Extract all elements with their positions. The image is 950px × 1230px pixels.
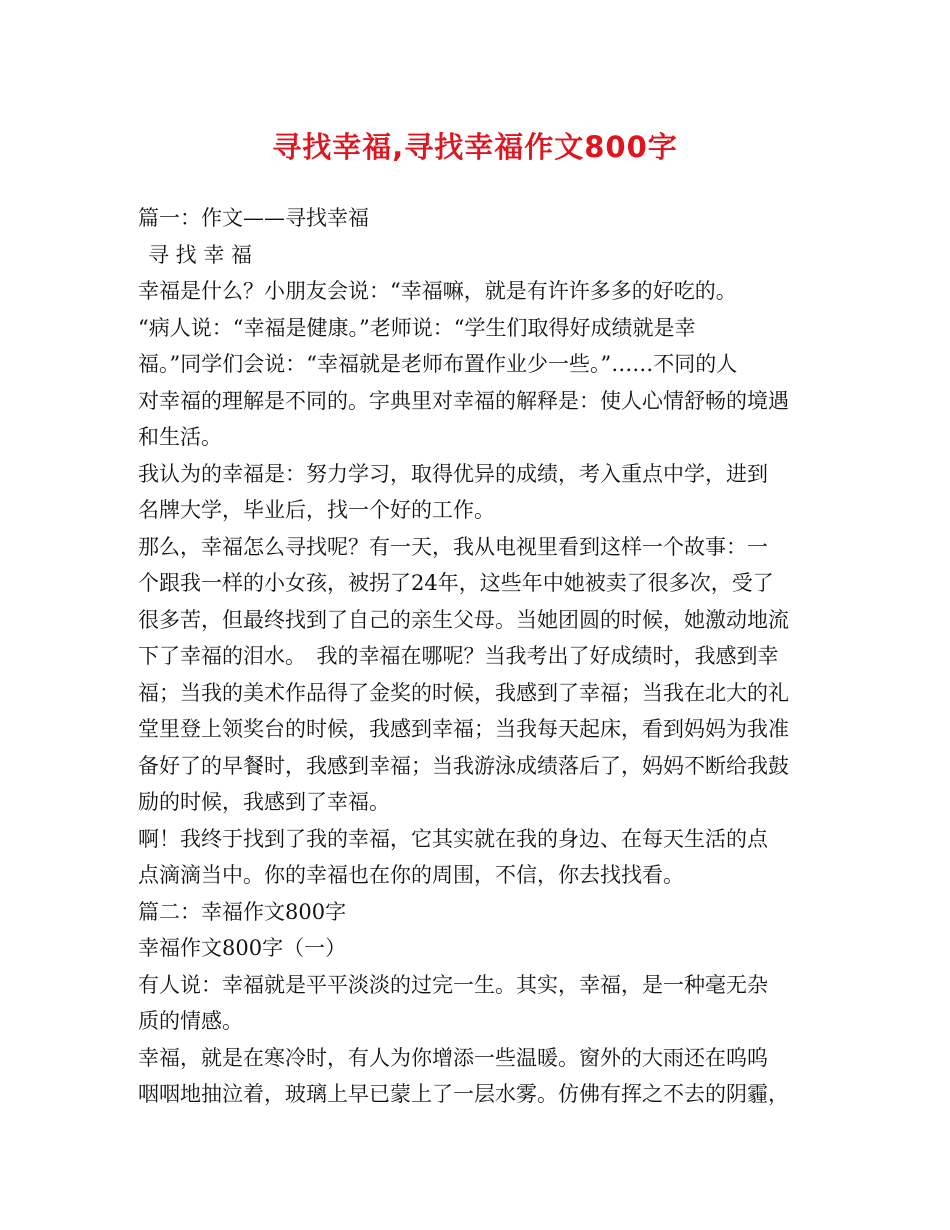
paragraph-line: 幸福是什么？小朋友会说：“幸福嘛，就是有许许多多的好吃的。 (138, 279, 737, 303)
paragraph-line: 很多苦，但最终找到了自己的亲生父母。当她团圆的时候，她激动地流 (138, 607, 789, 632)
paragraph-line: 名牌大学，毕业后，找一个好的工作。 (138, 498, 495, 522)
paragraph-line: 那么，幸福怎么寻找呢？有一天，我从电视里看到这样一个故事：一 (138, 534, 768, 559)
paragraph-line: 福。”同学们会说：“幸福就是老师布置作业少一些。”……不同的人 (138, 352, 738, 376)
paragraph-line: 励的时候，我感到了幸福。 (138, 790, 390, 814)
paragraph-line: 点滴滴当中。你的幸福也在你的周围，不信，你去找找看。 (138, 863, 684, 887)
document-title: 寻找幸福,寻找幸福作文800字 (272, 130, 678, 164)
essay-subtitle: 寻 找 幸 福 (148, 242, 253, 267)
essay-subtitle: 幸福作文800字（一） (138, 936, 347, 960)
paragraph-line: 对幸福的理解是不同的。字典里对幸福的解释是：使人心情舒畅的境遇 (138, 388, 789, 413)
paragraph-line: 和生活。 (138, 425, 222, 449)
paragraph-line: 质的情感。 (138, 1009, 243, 1033)
paragraph-line: 个跟我一样的小女孩，被拐了24年，这些年中她被卖了很多次，受了 (138, 571, 774, 595)
paragraph-line: 咽咽地抽泣着，玻璃上早已蒙上了一层水雾。仿佛有挥之不去的阴霾， (138, 1082, 789, 1106)
paragraph-line: 堂里登上领奖台的时候，我感到幸福；当我每天起床，看到妈妈为我准 (138, 717, 789, 741)
paragraph-line: 福；当我的美术作品得了金奖的时候，我感到了幸福；当我在北大的礼 (138, 680, 789, 705)
section-heading-2: 篇二：幸福作文800字 (138, 899, 347, 924)
paragraph-line: 下了幸福的泪水。 我的幸福在哪呢？当我考出了好成绩时，我感到幸 (138, 644, 779, 668)
document-body (138, 200, 818, 1113)
paragraph-line: 有人说：幸福就是平平淡淡的过完一生。其实，幸福，是一种毫无杂 (138, 972, 768, 997)
paragraph-line: 啊！我终于找到了我的幸福，它其实就在我的身边、在每天生活的点 (138, 826, 768, 851)
paragraph-line: 幸福，就是在寒冷时，有人为你增添一些温暖。窗外的大雨还在呜呜 (138, 1045, 768, 1070)
paragraph-line: “病人说：“幸福是健康。”老师说：“学生们取得好成绩就是幸 (138, 315, 696, 340)
paragraph-line: 我认为的幸福是：努力学习，取得优异的成绩，考入重点中学，进到 (138, 461, 768, 486)
paragraph-line: 备好了的早餐时，我感到幸福；当我游泳成绩落后了，妈妈不断给我鼓 (138, 753, 789, 778)
section-heading-1: 篇一：作文——寻找幸福 (138, 206, 369, 230)
